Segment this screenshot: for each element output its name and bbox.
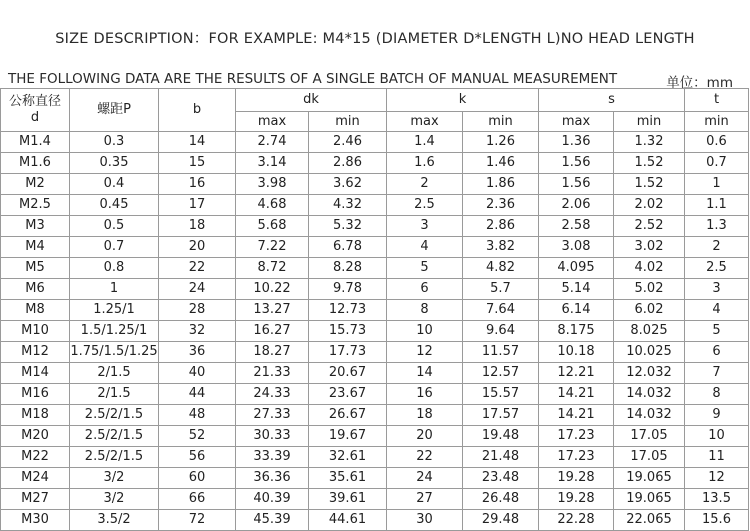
cell-pitch: 0.3 bbox=[70, 132, 159, 153]
cell-b: 48 bbox=[159, 405, 236, 426]
cell-b: 18 bbox=[159, 216, 236, 237]
cell-t-min: 13.5 bbox=[685, 489, 749, 510]
cell-k-max: 1.4 bbox=[387, 132, 463, 153]
cell-d: M16 bbox=[1, 384, 70, 405]
cell-pitch: 1.25/1 bbox=[70, 300, 159, 321]
cell-k-max: 2 bbox=[387, 174, 463, 195]
cell-dk-min: 20.67 bbox=[309, 363, 387, 384]
cell-pitch: 1.75/1.5/1.25 bbox=[70, 342, 159, 363]
cell-k-min: 4.82 bbox=[463, 258, 539, 279]
cell-k-max: 18 bbox=[387, 405, 463, 426]
cell-s-min: 1.52 bbox=[614, 174, 685, 195]
cell-b: 28 bbox=[159, 300, 236, 321]
measurement-note: THE FOLLOWING DATA ARE THE RESULTS OF A SINGLE BATCH OF MANUAL MEASUREMENT bbox=[8, 71, 618, 87]
cell-t-min: 2 bbox=[685, 237, 749, 258]
table-row bbox=[1, 300, 749, 321]
cell-s-min: 2.52 bbox=[614, 216, 685, 237]
cell-b: 32 bbox=[159, 321, 236, 342]
cell-dk-max: 7.22 bbox=[236, 237, 309, 258]
cell-s-max: 14.21 bbox=[539, 405, 614, 426]
cell-k-max: 2.5 bbox=[387, 195, 463, 216]
cell-t-min: 8 bbox=[685, 384, 749, 405]
header-dk: dk bbox=[236, 89, 387, 112]
cell-k-max: 24 bbox=[387, 468, 463, 489]
cell-dk-min: 2.46 bbox=[309, 132, 387, 153]
table-row bbox=[1, 279, 749, 300]
cell-k-max: 27 bbox=[387, 489, 463, 510]
cell-s-max: 8.175 bbox=[539, 321, 614, 342]
cell-s-min: 17.05 bbox=[614, 426, 685, 447]
cell-dk-min: 5.32 bbox=[309, 216, 387, 237]
cell-dk-min: 19.67 bbox=[309, 426, 387, 447]
cell-s-min: 17.05 bbox=[614, 447, 685, 468]
cell-dk-min: 2.86 bbox=[309, 153, 387, 174]
cell-k-max: 22 bbox=[387, 447, 463, 468]
cell-b: 20 bbox=[159, 237, 236, 258]
cell-d: M20 bbox=[1, 426, 70, 447]
cell-s-max: 19.28 bbox=[539, 468, 614, 489]
cell-pitch: 2.5/2/1.5 bbox=[70, 447, 159, 468]
cell-pitch: 2/1.5 bbox=[70, 363, 159, 384]
cell-k-max: 1.6 bbox=[387, 153, 463, 174]
cell-t-min: 5 bbox=[685, 321, 749, 342]
cell-k-min: 12.57 bbox=[463, 363, 539, 384]
cell-dk-max: 24.33 bbox=[236, 384, 309, 405]
header-dk-max: max bbox=[236, 112, 309, 132]
cell-b: 56 bbox=[159, 447, 236, 468]
cell-k-max: 8 bbox=[387, 300, 463, 321]
cell-dk-max: 45.39 bbox=[236, 510, 309, 531]
cell-dk-min: 3.62 bbox=[309, 174, 387, 195]
cell-dk-max: 3.14 bbox=[236, 153, 309, 174]
cell-pitch: 0.8 bbox=[70, 258, 159, 279]
cell-dk-max: 16.27 bbox=[236, 321, 309, 342]
cell-s-max: 17.23 bbox=[539, 447, 614, 468]
cell-dk-min: 9.78 bbox=[309, 279, 387, 300]
cell-s-min: 1.52 bbox=[614, 153, 685, 174]
cell-k-min: 29.48 bbox=[463, 510, 539, 531]
size-table bbox=[0, 88, 749, 531]
header-k-max: max bbox=[387, 112, 463, 132]
cell-s-max: 17.23 bbox=[539, 426, 614, 447]
cell-s-min: 1.32 bbox=[614, 132, 685, 153]
cell-k-max: 3 bbox=[387, 216, 463, 237]
table-row bbox=[1, 174, 749, 195]
cell-dk-min: 6.78 bbox=[309, 237, 387, 258]
table-row bbox=[1, 489, 749, 510]
cell-b: 72 bbox=[159, 510, 236, 531]
cell-dk-max: 40.39 bbox=[236, 489, 309, 510]
cell-s-min: 3.02 bbox=[614, 237, 685, 258]
cell-dk-max: 30.33 bbox=[236, 426, 309, 447]
cell-b: 60 bbox=[159, 468, 236, 489]
header-k-min: min bbox=[463, 112, 539, 132]
cell-s-min: 14.032 bbox=[614, 384, 685, 405]
cell-dk-min: 17.73 bbox=[309, 342, 387, 363]
cell-k-min: 3.82 bbox=[463, 237, 539, 258]
cell-d: M2.5 bbox=[1, 195, 70, 216]
cell-s-min: 10.025 bbox=[614, 342, 685, 363]
cell-pitch: 3/2 bbox=[70, 489, 159, 510]
cell-k-max: 6 bbox=[387, 279, 463, 300]
cell-d: M8 bbox=[1, 300, 70, 321]
cell-s-min: 19.065 bbox=[614, 468, 685, 489]
cell-s-max: 19.28 bbox=[539, 489, 614, 510]
cell-s-min: 12.032 bbox=[614, 363, 685, 384]
cell-d: M24 bbox=[1, 468, 70, 489]
cell-d: M22 bbox=[1, 447, 70, 468]
cell-d: M3 bbox=[1, 216, 70, 237]
cell-d: M14 bbox=[1, 363, 70, 384]
cell-d: M1.4 bbox=[1, 132, 70, 153]
cell-b: 52 bbox=[159, 426, 236, 447]
header-k: k bbox=[387, 89, 539, 112]
table-row bbox=[1, 342, 749, 363]
cell-dk-max: 36.36 bbox=[236, 468, 309, 489]
cell-b: 66 bbox=[159, 489, 236, 510]
cell-dk-min: 4.32 bbox=[309, 195, 387, 216]
cell-t-min: 11 bbox=[685, 447, 749, 468]
cell-s-max: 1.36 bbox=[539, 132, 614, 153]
cell-pitch: 0.5 bbox=[70, 216, 159, 237]
cell-s-max: 1.56 bbox=[539, 153, 614, 174]
header-diameter bbox=[1, 89, 70, 132]
table-row bbox=[1, 510, 749, 531]
header-pitch: 螺距P bbox=[70, 89, 159, 132]
cell-k-max: 20 bbox=[387, 426, 463, 447]
cell-pitch: 3.5/2 bbox=[70, 510, 159, 531]
cell-t-min: 4 bbox=[685, 300, 749, 321]
cell-dk-max: 4.68 bbox=[236, 195, 309, 216]
cell-dk-max: 33.39 bbox=[236, 447, 309, 468]
cell-t-min: 9 bbox=[685, 405, 749, 426]
cell-k-min: 26.48 bbox=[463, 489, 539, 510]
table-row bbox=[1, 258, 749, 279]
cell-t-min: 1.3 bbox=[685, 216, 749, 237]
cell-d: M30 bbox=[1, 510, 70, 531]
cell-k-max: 30 bbox=[387, 510, 463, 531]
cell-b: 17 bbox=[159, 195, 236, 216]
cell-k-min: 11.57 bbox=[463, 342, 539, 363]
cell-dk-min: 23.67 bbox=[309, 384, 387, 405]
table-row bbox=[1, 132, 749, 153]
cell-k-min: 23.48 bbox=[463, 468, 539, 489]
cell-pitch: 1 bbox=[70, 279, 159, 300]
cell-s-max: 2.58 bbox=[539, 216, 614, 237]
cell-pitch: 0.7 bbox=[70, 237, 159, 258]
cell-k-min: 1.86 bbox=[463, 174, 539, 195]
cell-s-max: 5.14 bbox=[539, 279, 614, 300]
cell-t-min: 15.6 bbox=[685, 510, 749, 531]
cell-pitch: 0.4 bbox=[70, 174, 159, 195]
cell-k-min: 15.57 bbox=[463, 384, 539, 405]
cell-t-min: 1 bbox=[685, 174, 749, 195]
cell-d: M27 bbox=[1, 489, 70, 510]
table-row bbox=[1, 237, 749, 258]
table-row bbox=[1, 153, 749, 174]
cell-t-min: 7 bbox=[685, 363, 749, 384]
cell-dk-min: 12.73 bbox=[309, 300, 387, 321]
cell-t-min: 3 bbox=[685, 279, 749, 300]
cell-b: 14 bbox=[159, 132, 236, 153]
cell-k-min: 17.57 bbox=[463, 405, 539, 426]
header-s-max: max bbox=[539, 112, 614, 132]
table-row bbox=[1, 216, 749, 237]
cell-b: 15 bbox=[159, 153, 236, 174]
cell-dk-min: 15.73 bbox=[309, 321, 387, 342]
cell-k-max: 4 bbox=[387, 237, 463, 258]
cell-s-min: 4.02 bbox=[614, 258, 685, 279]
cell-t-min: 10 bbox=[685, 426, 749, 447]
cell-k-min: 5.7 bbox=[463, 279, 539, 300]
cell-b: 22 bbox=[159, 258, 236, 279]
cell-k-min: 1.26 bbox=[463, 132, 539, 153]
cell-t-min: 1.1 bbox=[685, 195, 749, 216]
header-dk-min: min bbox=[309, 112, 387, 132]
unit-label: 单位：mm bbox=[666, 75, 733, 91]
table-row bbox=[1, 405, 749, 426]
cell-s-min: 14.032 bbox=[614, 405, 685, 426]
cell-dk-min: 39.61 bbox=[309, 489, 387, 510]
cell-s-max: 10.18 bbox=[539, 342, 614, 363]
cell-dk-max: 2.74 bbox=[236, 132, 309, 153]
table-row bbox=[1, 447, 749, 468]
cell-s-max: 22.28 bbox=[539, 510, 614, 531]
cell-dk-max: 18.27 bbox=[236, 342, 309, 363]
cell-s-min: 2.02 bbox=[614, 195, 685, 216]
cell-dk-max: 21.33 bbox=[236, 363, 309, 384]
cell-t-min: 2.5 bbox=[685, 258, 749, 279]
cell-pitch: 3/2 bbox=[70, 468, 159, 489]
cell-s-max: 4.095 bbox=[539, 258, 614, 279]
cell-s-max: 6.14 bbox=[539, 300, 614, 321]
header-diameter-cn: 公称直径 bbox=[8, 94, 61, 109]
cell-t-min: 6 bbox=[685, 342, 749, 363]
header-b: b bbox=[159, 89, 236, 132]
cell-k-min: 21.48 bbox=[463, 447, 539, 468]
cell-d: M12 bbox=[1, 342, 70, 363]
header-t: t bbox=[685, 89, 749, 112]
cell-k-min: 9.64 bbox=[463, 321, 539, 342]
cell-b: 40 bbox=[159, 363, 236, 384]
cell-dk-max: 13.27 bbox=[236, 300, 309, 321]
cell-k-max: 12 bbox=[387, 342, 463, 363]
cell-pitch: 2.5/2/1.5 bbox=[70, 426, 159, 447]
cell-t-min: 0.7 bbox=[685, 153, 749, 174]
cell-dk-min: 44.61 bbox=[309, 510, 387, 531]
cell-s-max: 3.08 bbox=[539, 237, 614, 258]
cell-dk-min: 32.61 bbox=[309, 447, 387, 468]
cell-b: 36 bbox=[159, 342, 236, 363]
cell-s-min: 8.025 bbox=[614, 321, 685, 342]
cell-s-min: 6.02 bbox=[614, 300, 685, 321]
cell-s-min: 19.065 bbox=[614, 489, 685, 510]
table-row bbox=[1, 384, 749, 405]
cell-k-max: 5 bbox=[387, 258, 463, 279]
cell-dk-min: 26.67 bbox=[309, 405, 387, 426]
cell-dk-min: 35.61 bbox=[309, 468, 387, 489]
cell-d: M6 bbox=[1, 279, 70, 300]
table-row bbox=[1, 426, 749, 447]
cell-b: 24 bbox=[159, 279, 236, 300]
cell-d: M1.6 bbox=[1, 153, 70, 174]
cell-dk-min: 8.28 bbox=[309, 258, 387, 279]
cell-d: M5 bbox=[1, 258, 70, 279]
cell-pitch: 0.35 bbox=[70, 153, 159, 174]
table-row bbox=[1, 363, 749, 384]
cell-d: M18 bbox=[1, 405, 70, 426]
cell-k-max: 10 bbox=[387, 321, 463, 342]
cell-k-max: 14 bbox=[387, 363, 463, 384]
cell-pitch: 2.5/2/1.5 bbox=[70, 405, 159, 426]
cell-s-max: 12.21 bbox=[539, 363, 614, 384]
cell-k-min: 1.46 bbox=[463, 153, 539, 174]
cell-b: 44 bbox=[159, 384, 236, 405]
table-header-row bbox=[1, 89, 749, 112]
cell-dk-max: 5.68 bbox=[236, 216, 309, 237]
cell-s-min: 5.02 bbox=[614, 279, 685, 300]
cell-d: M10 bbox=[1, 321, 70, 342]
cell-t-min: 12 bbox=[685, 468, 749, 489]
cell-k-max: 16 bbox=[387, 384, 463, 405]
page-title: SIZE DESCRIPTION：FOR EXAMPLE: M4*15 (DIAMETER D*LENGTH L)NO HEAD LENGTH bbox=[55, 31, 695, 47]
cell-dk-max: 10.22 bbox=[236, 279, 309, 300]
cell-pitch: 1.5/1.25/1 bbox=[70, 321, 159, 342]
cell-d: M4 bbox=[1, 237, 70, 258]
cell-k-min: 2.36 bbox=[463, 195, 539, 216]
table-row bbox=[1, 195, 749, 216]
cell-s-max: 14.21 bbox=[539, 384, 614, 405]
cell-pitch: 0.45 bbox=[70, 195, 159, 216]
cell-d: M2 bbox=[1, 174, 70, 195]
cell-b: 16 bbox=[159, 174, 236, 195]
table-row bbox=[1, 468, 749, 489]
header-s-min: min bbox=[614, 112, 685, 132]
cell-k-min: 19.48 bbox=[463, 426, 539, 447]
cell-s-max: 2.06 bbox=[539, 195, 614, 216]
header-diameter-symbol: d bbox=[30, 110, 40, 125]
cell-dk-max: 3.98 bbox=[236, 174, 309, 195]
cell-t-min: 0.6 bbox=[685, 132, 749, 153]
header-t-min: min bbox=[685, 112, 749, 132]
table-row bbox=[1, 321, 749, 342]
header-s: s bbox=[539, 89, 685, 112]
cell-s-max: 1.56 bbox=[539, 174, 614, 195]
cell-k-min: 2.86 bbox=[463, 216, 539, 237]
cell-dk-max: 27.33 bbox=[236, 405, 309, 426]
cell-s-min: 22.065 bbox=[614, 510, 685, 531]
cell-pitch: 2/1.5 bbox=[70, 384, 159, 405]
cell-dk-max: 8.72 bbox=[236, 258, 309, 279]
cell-k-min: 7.64 bbox=[463, 300, 539, 321]
